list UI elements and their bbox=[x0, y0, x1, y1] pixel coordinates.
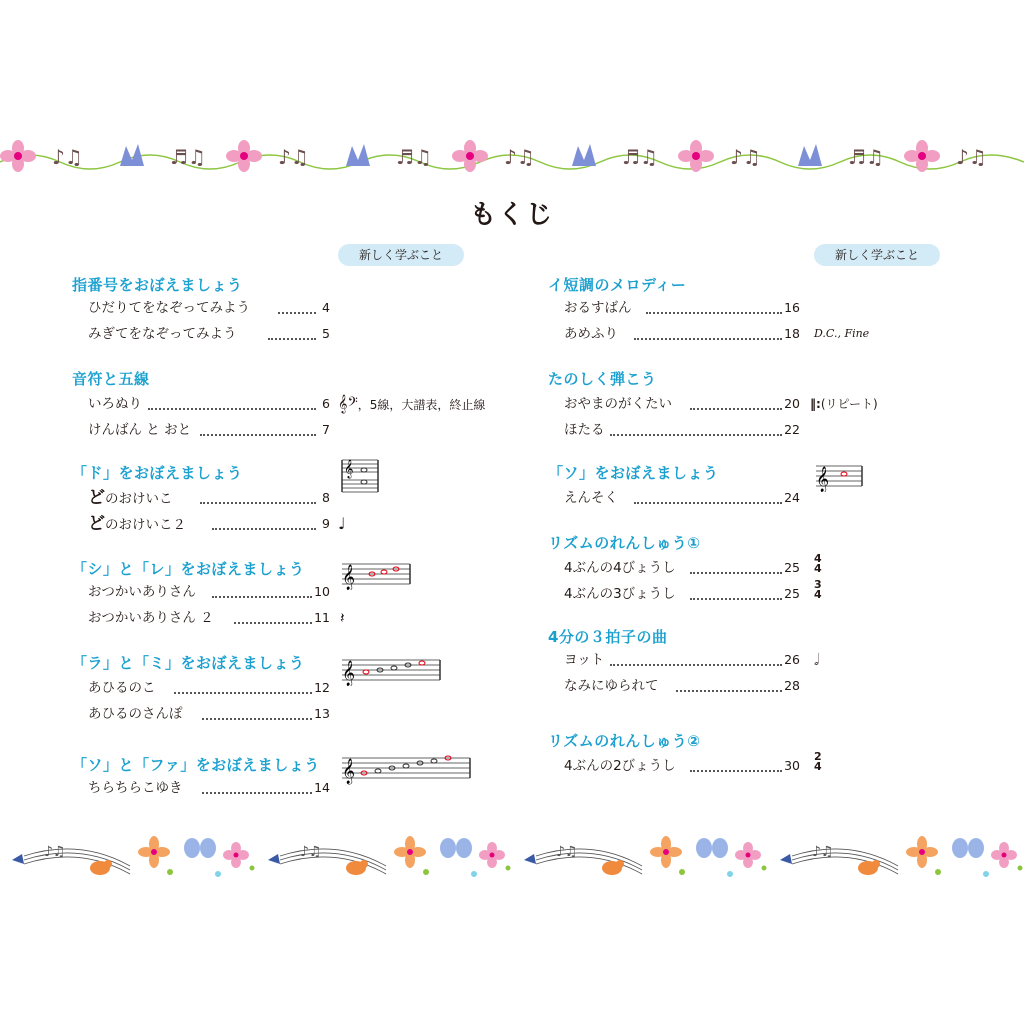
entry-label: ひだりてをなぞってみよう bbox=[88, 300, 250, 316]
entry-label: あひるのこ bbox=[88, 680, 156, 696]
section-heading[interactable]: 音符と五線 bbox=[72, 370, 150, 388]
time-bottom: 4 bbox=[814, 760, 822, 773]
entry-label: のおけいこ２ bbox=[105, 517, 186, 533]
entry-label: ちらちらこゆき bbox=[88, 780, 183, 796]
svg-text:𝄞: 𝄞 bbox=[342, 759, 356, 784]
page-number: 30 bbox=[784, 758, 800, 773]
page-number: 14 bbox=[314, 780, 330, 795]
do-character: ど bbox=[88, 514, 105, 534]
page-number: 18 bbox=[784, 326, 800, 341]
dot-leader bbox=[610, 662, 782, 666]
page-number: 10 bbox=[314, 584, 330, 599]
page-number: 6 bbox=[322, 396, 330, 411]
section-heading[interactable]: 「ド」をおぼえましょう bbox=[72, 464, 243, 482]
section-heading[interactable]: 「ソ」と「ファ」をおぼえましょう bbox=[72, 756, 320, 774]
quarter-note-icon: ♩ bbox=[338, 514, 346, 533]
grand-staff-icon bbox=[340, 456, 380, 496]
do-character: ど bbox=[88, 488, 105, 508]
staff-note-so-icon bbox=[814, 458, 864, 492]
svg-text:𝄞: 𝄞 bbox=[342, 565, 356, 590]
dot-leader bbox=[174, 690, 312, 694]
entry-label: あひるのさんぽ bbox=[88, 706, 183, 722]
entry-label: おつかいありさん bbox=[88, 584, 196, 600]
page-title: もくじ bbox=[469, 200, 554, 230]
page-number: 24 bbox=[784, 490, 800, 505]
repeat-sign-icon: ‖: bbox=[810, 397, 821, 411]
entry-label: おつかいありさん ２ bbox=[88, 610, 214, 626]
page-number: 9 bbox=[322, 516, 330, 531]
page-number: 20 bbox=[784, 396, 800, 411]
dot-leader bbox=[234, 620, 312, 624]
svg-text:♪♫: ♪♫ bbox=[52, 145, 83, 169]
staff-notes-la-mi-icon bbox=[340, 652, 442, 686]
time-signature-4-4 bbox=[814, 554, 822, 574]
entry-label: ほたる bbox=[564, 422, 605, 438]
dot-leader bbox=[212, 594, 312, 598]
page-number: 4 bbox=[322, 300, 330, 315]
time-top: 3 bbox=[814, 578, 822, 591]
section-heading[interactable]: リズムのれんしゅう① bbox=[548, 534, 701, 552]
entry-label: 4ぶんの2びょうし bbox=[564, 758, 676, 774]
entry-label: あめふり bbox=[564, 326, 618, 342]
dot-leader bbox=[690, 768, 782, 772]
entry-label: 4ぶんの4びょうし bbox=[564, 560, 676, 576]
floral-music-border-top bbox=[0, 138, 1024, 178]
entry-label: なみにゆられて bbox=[564, 678, 659, 694]
entry-label: おやまのがくたい bbox=[564, 396, 672, 412]
section-heading[interactable]: リズムのれんしゅう② bbox=[548, 732, 701, 750]
dot-leader bbox=[200, 432, 316, 436]
new-concept-note bbox=[338, 394, 485, 415]
page-number: 7 bbox=[322, 422, 330, 437]
entry-label: 4ぶんの3びょうし bbox=[564, 586, 676, 602]
time-top: 4 bbox=[814, 552, 822, 565]
entry-label: けんばん と おと bbox=[88, 422, 192, 438]
section-heading[interactable]: 「ソ」をおぼえましょう bbox=[548, 464, 719, 482]
new-learning-badge: 新しく学ぶこと bbox=[814, 244, 940, 266]
entry-label: えんそく bbox=[564, 490, 618, 506]
floral-bird-border-bottom bbox=[0, 828, 1024, 890]
section-heading[interactable]: 指番号をおぼえましょう bbox=[72, 276, 243, 294]
entry-label: おるすばん bbox=[564, 300, 632, 316]
section-heading[interactable]: 「シ」と「レ」をおぼえましょう bbox=[72, 560, 305, 578]
page-number: 13 bbox=[314, 706, 330, 721]
dot-leader bbox=[634, 336, 782, 340]
time-signature-3-4 bbox=[814, 580, 822, 600]
entry-label: ヨット bbox=[564, 652, 605, 668]
entry-label: のおけいこ bbox=[105, 491, 173, 507]
time-bottom: 4 bbox=[814, 588, 822, 601]
svg-text:𝄞: 𝄞 bbox=[816, 467, 830, 492]
entry-label: みぎてをなぞってみよう bbox=[88, 326, 237, 342]
svg-text:♪♫: ♪♫ bbox=[44, 844, 66, 860]
staff-notes-so-fa-icon bbox=[340, 748, 472, 788]
new-learning-badge: 新しく学ぶこと bbox=[338, 244, 464, 266]
staff-notes-si-re-icon bbox=[340, 556, 412, 590]
dc-fine-note: D.C., Fine bbox=[814, 327, 870, 340]
section-heading[interactable]: 「ラ」と「ミ」をおぼえましょう bbox=[72, 654, 305, 672]
page-number: 12 bbox=[314, 680, 330, 695]
svg-text:𝄞: 𝄞 bbox=[342, 661, 356, 686]
half-note-icon: 𝅗𝅥 bbox=[814, 650, 820, 669]
page-number: 8 bbox=[322, 490, 330, 505]
section-heading[interactable]: イ短調のメロディー bbox=[548, 276, 687, 294]
section-heading[interactable]: 4分の３拍子の曲 bbox=[548, 628, 668, 646]
dot-leader bbox=[690, 596, 782, 600]
section-heading[interactable]: たのしく弾こう bbox=[548, 370, 657, 388]
dot-leader bbox=[202, 790, 312, 794]
page-number: 26 bbox=[784, 652, 800, 667]
page-number: 5 bbox=[322, 326, 330, 341]
bass-clef-icon: 𝄢 bbox=[347, 394, 358, 413]
note-text: (リピート) bbox=[820, 397, 878, 411]
dot-leader bbox=[212, 526, 316, 530]
page-number: 25 bbox=[784, 560, 800, 575]
page-number: 25 bbox=[784, 586, 800, 601]
dot-leader bbox=[202, 716, 312, 720]
time-top: 2 bbox=[814, 750, 822, 763]
dot-leader bbox=[634, 500, 782, 504]
dot-leader bbox=[200, 500, 316, 504]
note-text: ，5線，大譜表，終止線 bbox=[357, 398, 486, 412]
dot-leader bbox=[690, 406, 782, 410]
entry-label: いろぬり bbox=[88, 396, 142, 412]
dot-leader bbox=[610, 432, 782, 436]
page-number: 11 bbox=[314, 610, 330, 625]
time-signature-2-4 bbox=[814, 752, 822, 772]
page-number: 16 bbox=[784, 300, 800, 315]
dot-leader bbox=[148, 406, 316, 410]
svg-text:𝄞: 𝄞 bbox=[344, 459, 354, 478]
quarter-rest-icon: 𝄽 bbox=[340, 609, 345, 627]
page-number: 28 bbox=[784, 678, 800, 693]
time-bottom: 4 bbox=[814, 562, 822, 575]
dot-leader bbox=[690, 570, 782, 574]
svg-text:♬♫: ♬♫ bbox=[170, 145, 206, 169]
dot-leader bbox=[646, 310, 782, 314]
page-number: 22 bbox=[784, 422, 800, 437]
treble-clef-icon: 𝄞 bbox=[338, 394, 348, 413]
repeat-note bbox=[810, 394, 878, 414]
dot-leader bbox=[676, 688, 782, 692]
